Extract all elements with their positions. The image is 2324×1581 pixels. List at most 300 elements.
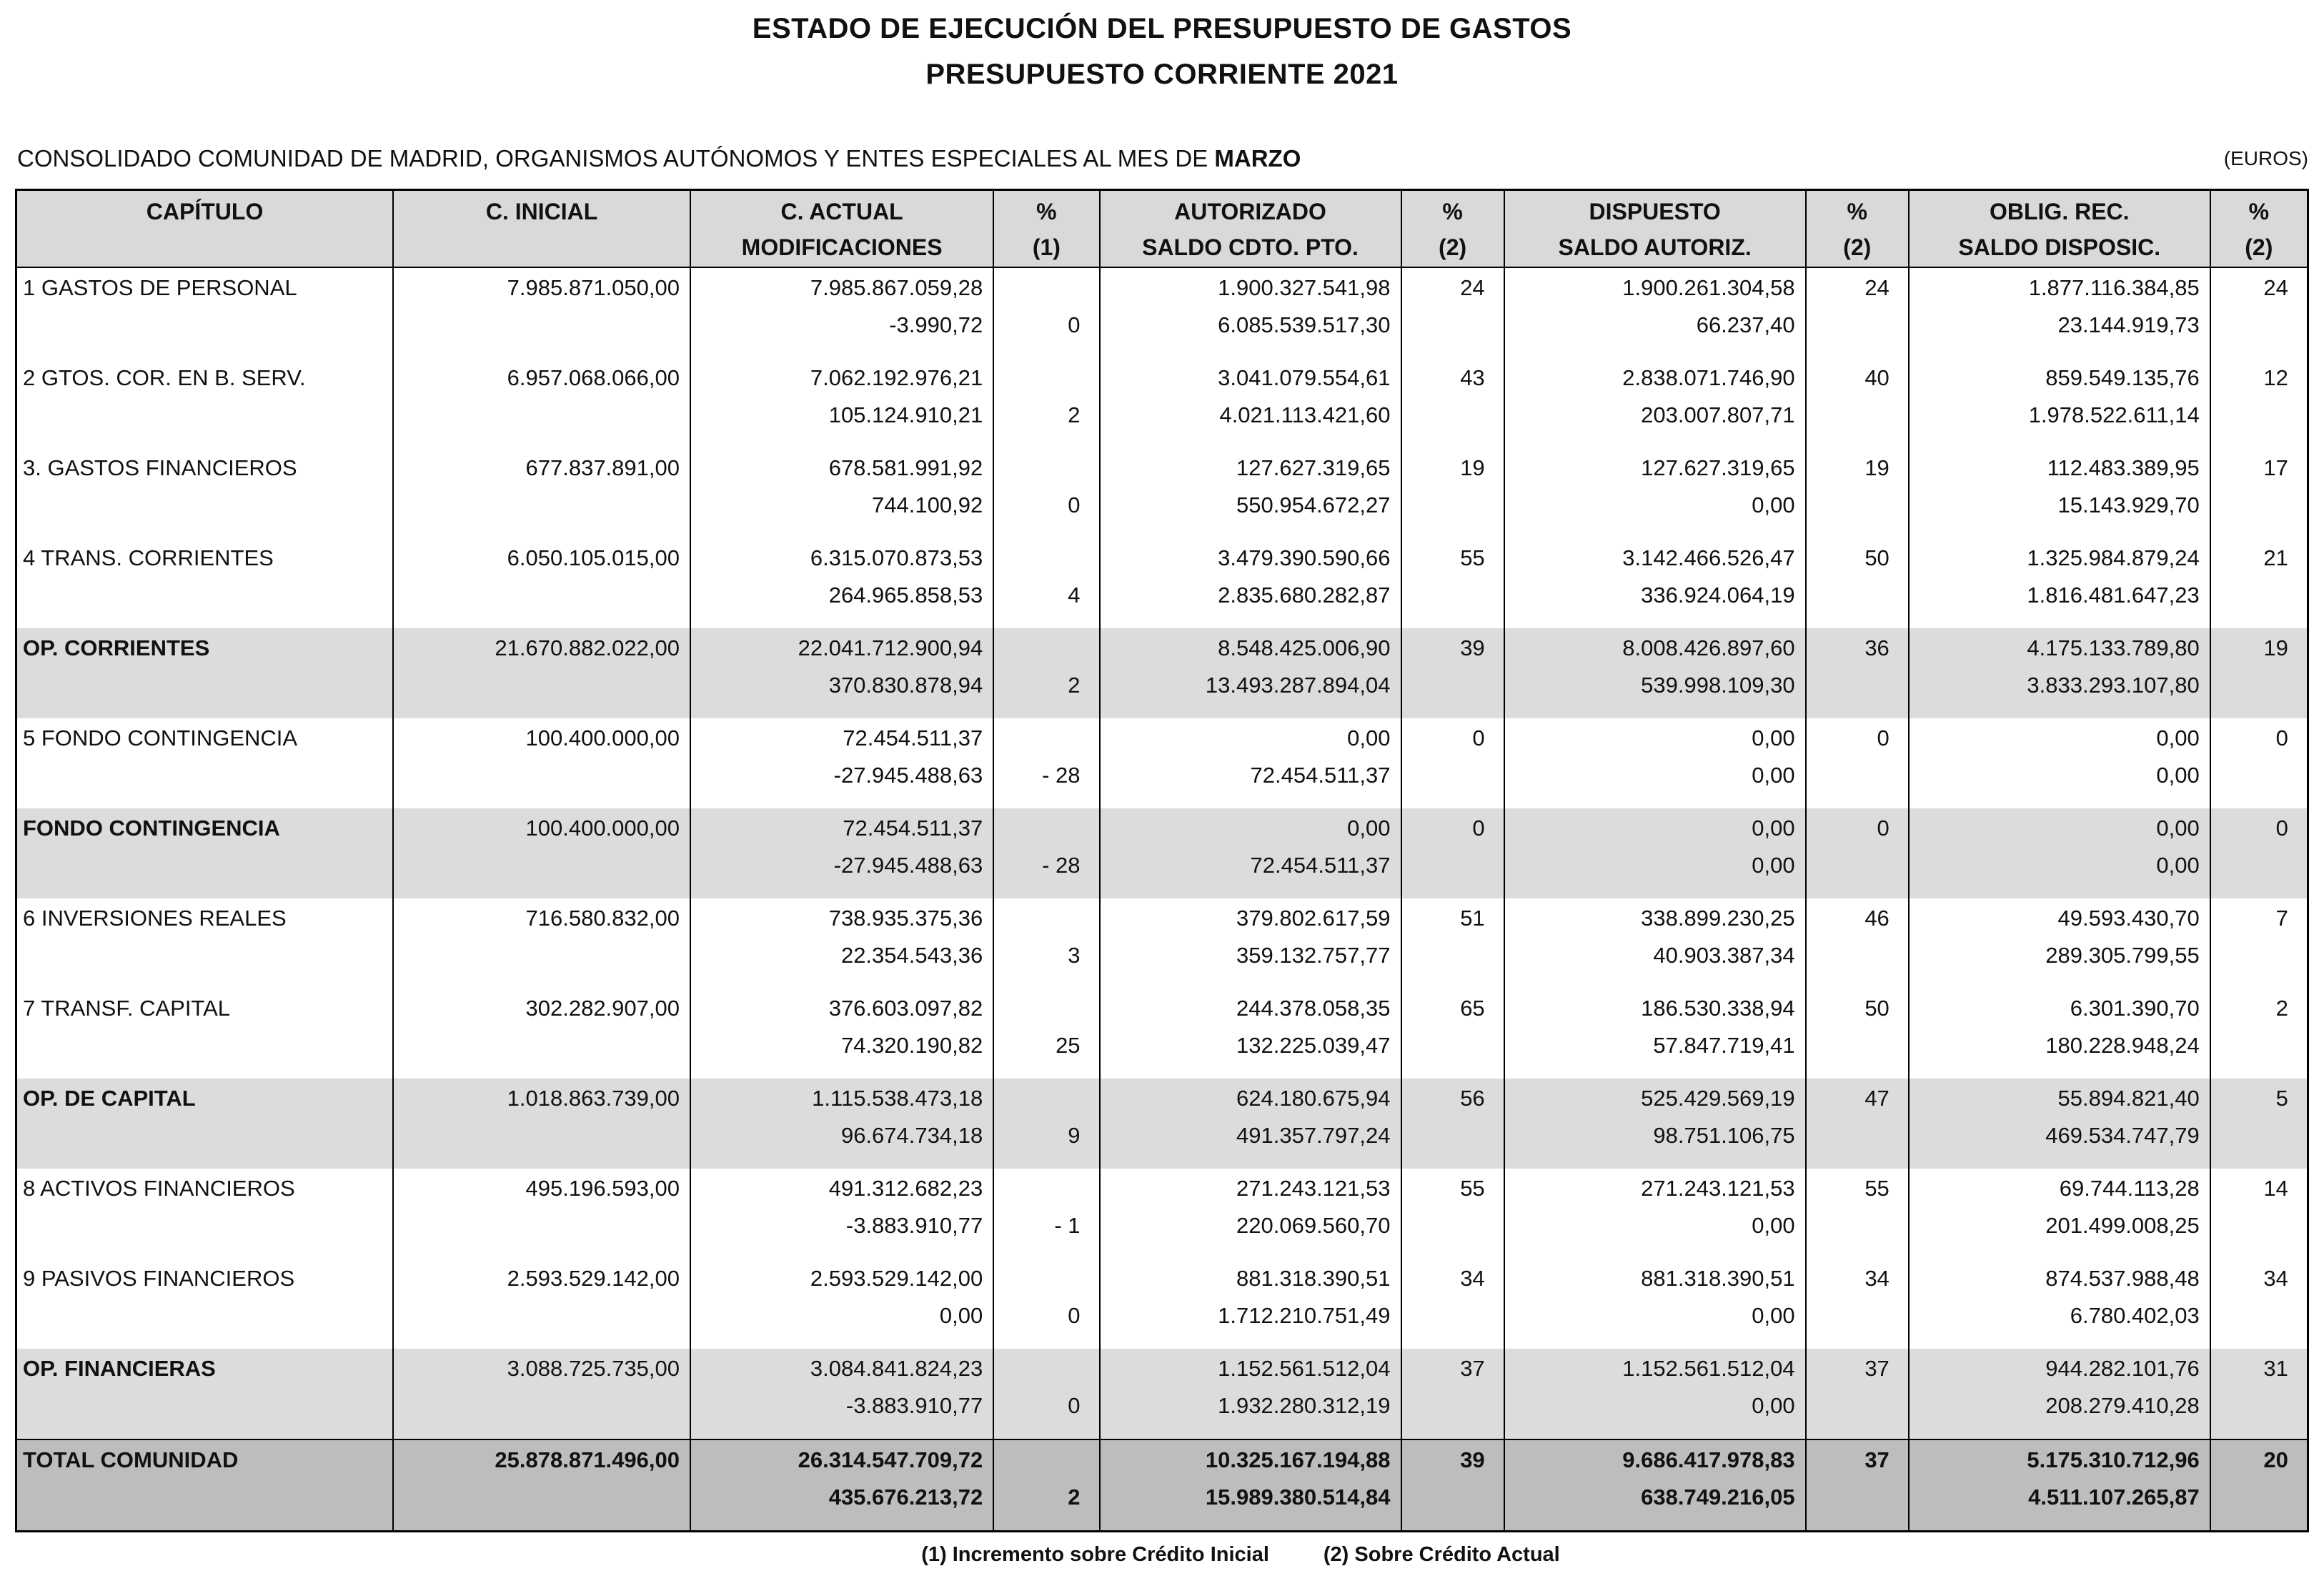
- value-c-inicial: 302.282.907,00: [525, 996, 680, 1021]
- row-label: 1 GASTOS DE PERSONAL: [23, 275, 297, 300]
- value-modificaciones: 744.100,92: [872, 492, 983, 517]
- value-c-inicial: 495.196.593,00: [525, 1176, 680, 1201]
- cell-c-inicial: [392, 718, 690, 808]
- value-pct1-line1: [994, 1350, 1080, 1387]
- value-pct-dispuesto: 40: [1864, 365, 1890, 390]
- value-pct-dispuesto: 55: [1864, 1176, 1890, 1201]
- value-modificaciones: -3.883.910,77: [845, 1393, 983, 1418]
- value-saldo-cdto-pto: 132.225.039,47: [1236, 1033, 1391, 1058]
- value-dispuesto: 1.152.561.512,04: [1622, 1356, 1795, 1381]
- value-saldo-autoriz: 0,00: [1752, 492, 1795, 517]
- cell-pct-autorizado: [1401, 358, 1504, 448]
- cell-c-inicial: [392, 1440, 690, 1530]
- value-saldo-autoriz: 336.924.064,19: [1641, 583, 1795, 608]
- value-c-actual: 376.603.097,82: [828, 996, 983, 1021]
- value-pct-autorizado-line2: [1402, 1479, 1485, 1516]
- cell-pct-1: [993, 538, 1098, 628]
- value-c-actual: 738.935.375,36: [828, 906, 983, 931]
- cell-autorizado: [1099, 988, 1401, 1079]
- footnote-2: (2) Sobre Crédito Actual: [1323, 1543, 1560, 1566]
- value-pct-oblig-line2: [2211, 847, 2288, 884]
- table-row-12: [17, 1259, 2307, 1349]
- value-pct-autorizado-line2: [1402, 397, 1485, 434]
- value-pct-dispuesto: 19: [1864, 455, 1890, 480]
- cell-dispuesto: [1504, 898, 1805, 988]
- cell-pct-autorizado: [1401, 718, 1504, 808]
- cell-capitulo: [17, 448, 392, 538]
- cell-autorizado: [1099, 358, 1401, 448]
- value-autorizado: 10.325.167.194,88: [1205, 1447, 1391, 1472]
- cell-dispuesto: [1504, 718, 1805, 808]
- cell-c-inicial: [392, 1079, 690, 1169]
- row-label-line2: [23, 577, 392, 614]
- table-row-2: [17, 358, 2307, 448]
- value-pct-autorizado: 43: [1460, 365, 1485, 390]
- value-oblig-rec: 874.537.988,48: [2045, 1266, 2200, 1291]
- cell-pct-dispuesto: [1805, 268, 1908, 358]
- value-autorizado: 3.479.390.590,66: [1218, 545, 1391, 570]
- value-pct-autorizado: 19: [1460, 455, 1485, 480]
- value-pct-oblig: 21: [2263, 545, 2288, 570]
- value-dispuesto: 0,00: [1752, 725, 1795, 750]
- value-dispuesto: 3.142.466.526,47: [1622, 545, 1795, 570]
- value-pct-dispuesto: 34: [1864, 1266, 1890, 1291]
- value-saldo-cdto-pto: 2.835.680.282,87: [1218, 583, 1391, 608]
- cell-capitulo: [17, 1169, 392, 1259]
- row-label-line2: [23, 1479, 392, 1516]
- cell-autorizado: [1099, 628, 1401, 718]
- value-saldo-cdto-pto: 72.454.511,37: [1250, 763, 1391, 788]
- value-pct-oblig-line2: [2211, 487, 2288, 524]
- cell-autorizado: [1099, 448, 1401, 538]
- column-header-pct-2-oblig: % (2): [2210, 191, 2307, 267]
- row-label: 8 ACTIVOS FINANCIEROS: [23, 1176, 295, 1201]
- value-oblig-rec: 859.549.135,76: [2045, 365, 2200, 390]
- value-pct1: 25: [1056, 1033, 1081, 1058]
- cell-pct-autorizado: [1401, 1440, 1504, 1530]
- cell-pct-dispuesto: [1805, 1349, 1908, 1439]
- cell-c-inicial: [392, 448, 690, 538]
- row-label: OP. CORRIENTES: [23, 635, 210, 660]
- cell-autorizado: [1099, 898, 1401, 988]
- value-saldo-disposic: 201.499.008,25: [2045, 1213, 2200, 1238]
- value-c-inicial-line2: [394, 397, 680, 434]
- value-pct-dispuesto-line2: [1807, 397, 1890, 434]
- value-pct-oblig-line2: [2211, 307, 2288, 344]
- cell-c-inicial: [392, 538, 690, 628]
- value-c-inicial-line2: [394, 847, 680, 884]
- cell-pct-dispuesto: [1805, 538, 1908, 628]
- cell-c-actual: [690, 538, 993, 628]
- value-modificaciones: 22.354.543,36: [840, 943, 983, 968]
- cell-pct-dispuesto: [1805, 1079, 1908, 1169]
- value-pct-oblig: 24: [2263, 275, 2288, 300]
- cell-c-actual: [690, 448, 993, 538]
- value-saldo-disposic: 4.511.107.265,87: [2028, 1485, 2200, 1510]
- cell-pct-1: [993, 1440, 1098, 1530]
- value-saldo-autoriz: 638.749.216,05: [1641, 1485, 1795, 1510]
- column-header-autorizado: AUTORIZADO SALDO CDTO. PTO.: [1099, 191, 1401, 267]
- value-modificaciones: 74.320.190,82: [840, 1033, 983, 1058]
- value-dispuesto: 8.008.426.897,60: [1622, 635, 1795, 660]
- value-pct-autorizado-line2: [1402, 847, 1485, 884]
- cell-oblig-rec: [1908, 718, 2210, 808]
- cell-pct-autorizado: [1401, 628, 1504, 718]
- value-saldo-disposic: 208.279.410,28: [2045, 1393, 2200, 1418]
- cell-autorizado: [1099, 1349, 1401, 1439]
- cell-pct-oblig: [2210, 988, 2307, 1079]
- cell-pct-1: [993, 1349, 1098, 1439]
- currency-label: (EUROS): [2223, 147, 2308, 169]
- value-c-inicial: 6.957.068.066,00: [507, 365, 680, 390]
- cell-pct-dispuesto: [1805, 718, 1908, 808]
- value-c-actual: 491.312.682,23: [828, 1176, 983, 1201]
- value-pct1: 2: [1068, 673, 1081, 698]
- cell-pct-1: [993, 1259, 1098, 1349]
- row-label-line2: [23, 1297, 392, 1334]
- column-header-c-actual-modificaciones: C. ACTUAL MODIFICACIONES: [690, 191, 993, 267]
- value-oblig-rec: 112.483.389,95: [2047, 455, 2200, 480]
- cell-pct-1: [993, 988, 1098, 1079]
- row-label: 4 TRANS. CORRIENTES: [23, 545, 274, 570]
- value-saldo-disposic: 15.143.929,70: [2057, 492, 2200, 517]
- cell-autorizado: [1099, 808, 1401, 898]
- value-pct-oblig-line2: [2211, 1387, 2288, 1424]
- table-row-4: [17, 538, 2307, 628]
- value-pct1-line1: [994, 720, 1080, 757]
- cell-dispuesto: [1504, 448, 1805, 538]
- value-c-inicial-line2: [394, 1297, 680, 1334]
- value-pct-autorizado: 39: [1460, 635, 1485, 660]
- value-dispuesto: 525.429.569,19: [1641, 1086, 1795, 1111]
- row-label-line2: [23, 757, 392, 794]
- value-c-inicial: 3.088.725.735,00: [507, 1356, 680, 1381]
- cell-dispuesto: [1504, 988, 1805, 1079]
- value-oblig-rec: 0,00: [2156, 816, 2200, 841]
- cell-capitulo: [17, 898, 392, 988]
- cell-dispuesto: [1504, 628, 1805, 718]
- value-saldo-disposic: 6.780.402,03: [2070, 1303, 2200, 1328]
- value-c-inicial-line2: [394, 1117, 680, 1154]
- value-autorizado: 3.041.079.554,61: [1218, 365, 1391, 390]
- cell-autorizado: [1099, 1079, 1401, 1169]
- value-saldo-disposic: 23.144.919,73: [2057, 312, 2200, 337]
- cell-pct-dispuesto: [1805, 808, 1908, 898]
- cell-capitulo: [17, 268, 392, 358]
- cell-oblig-rec: [1908, 628, 2210, 718]
- table-body: [17, 268, 2307, 1530]
- value-pct-dispuesto-line2: [1807, 667, 1890, 704]
- table-row-11: [17, 1169, 2307, 1259]
- value-pct-oblig-line2: [2211, 1027, 2288, 1064]
- cell-pct-oblig: [2210, 1440, 2307, 1530]
- row-label-line2: [23, 487, 392, 524]
- value-pct1-line1: [994, 1080, 1080, 1117]
- value-pct-autorizado: 37: [1460, 1356, 1485, 1381]
- value-oblig-rec: 49.593.430,70: [2057, 906, 2200, 931]
- cell-pct-oblig: [2210, 358, 2307, 448]
- value-dispuesto: 127.627.319,65: [1641, 455, 1795, 480]
- cell-pct-dispuesto: [1805, 1169, 1908, 1259]
- value-pct-oblig: 0: [2275, 816, 2288, 841]
- value-autorizado: 0,00: [1347, 816, 1391, 841]
- value-saldo-disposic: 180.228.948,24: [2045, 1033, 2200, 1058]
- value-dispuesto: 1.900.261.304,58: [1622, 275, 1795, 300]
- value-pct-dispuesto-line2: [1807, 1387, 1890, 1424]
- value-c-inicial-line2: [394, 307, 680, 344]
- value-oblig-rec: 1.325.984.879,24: [2027, 545, 2200, 570]
- cell-oblig-rec: [1908, 358, 2210, 448]
- report-title-year: PRESUPUESTO CORRIENTE 2021: [925, 59, 1399, 90]
- value-pct-oblig: 5: [2275, 1086, 2288, 1111]
- value-pct-dispuesto-line2: [1807, 937, 1890, 974]
- value-c-inicial: 100.400.000,00: [525, 816, 680, 841]
- cell-c-inicial: [392, 268, 690, 358]
- value-pct-dispuesto: 37: [1864, 1356, 1890, 1381]
- cell-c-inicial: [392, 898, 690, 988]
- value-saldo-disposic: 0,00: [2156, 763, 2200, 788]
- value-pct1-line1: [994, 990, 1080, 1027]
- value-pct-dispuesto: 0: [1877, 725, 1890, 750]
- cell-autorizado: [1099, 538, 1401, 628]
- cell-capitulo: [17, 988, 392, 1079]
- value-c-actual: 3.084.841.824,23: [810, 1356, 983, 1381]
- cell-pct-oblig: [2210, 538, 2307, 628]
- cell-pct-autorizado: [1401, 808, 1504, 898]
- value-saldo-cdto-pto: 220.069.560,70: [1236, 1213, 1391, 1238]
- cell-pct-autorizado: [1401, 1349, 1504, 1439]
- column-header-pct-2-autorizado: % (2): [1401, 191, 1504, 267]
- cell-pct-dispuesto: [1805, 628, 1908, 718]
- cell-capitulo: [17, 1259, 392, 1349]
- cell-pct-autorizado: [1401, 1169, 1504, 1259]
- value-autorizado: 881.318.390,51: [1236, 1266, 1391, 1291]
- value-pct-oblig: 17: [2263, 455, 2288, 480]
- value-pct-dispuesto: 0: [1877, 816, 1890, 841]
- value-pct1: 2: [1068, 1485, 1081, 1510]
- value-pct-dispuesto-line2: [1807, 577, 1890, 614]
- value-c-inicial: 7.985.871.050,00: [507, 275, 680, 300]
- cell-pct-1: [993, 898, 1098, 988]
- value-pct1: 2: [1068, 402, 1081, 427]
- value-pct-autorizado-line2: [1402, 1207, 1485, 1244]
- row-label-line2: [23, 397, 392, 434]
- value-pct1-line1: [994, 540, 1080, 577]
- value-pct-oblig-line2: [2211, 577, 2288, 614]
- value-pct-oblig-line2: [2211, 757, 2288, 794]
- row-label-line2: [23, 1027, 392, 1064]
- value-saldo-autoriz: 0,00: [1752, 1213, 1795, 1238]
- value-pct1-line1: [994, 1170, 1080, 1207]
- footnote-1: (1) Incremento sobre Crédito Inicial: [921, 1543, 1269, 1566]
- value-saldo-autoriz: 0,00: [1752, 1393, 1795, 1418]
- cell-pct-autorizado: [1401, 1079, 1504, 1169]
- cell-capitulo: [17, 358, 392, 448]
- scope-text: [17, 144, 1301, 173]
- value-saldo-autoriz: 40.903.387,34: [1653, 943, 1795, 968]
- row-label: 5 FONDO CONTINGENCIA: [23, 725, 298, 750]
- value-saldo-cdto-pto: 13.493.287.894,04: [1205, 673, 1391, 698]
- cell-pct-autorizado: [1401, 898, 1504, 988]
- value-saldo-disposic: 3.833.293.107,80: [2027, 673, 2200, 698]
- value-c-inicial: 25.878.871.496,00: [495, 1447, 680, 1472]
- value-c-inicial: 6.050.105.015,00: [507, 545, 680, 570]
- value-pct-dispuesto-line2: [1807, 757, 1890, 794]
- value-pct-autorizado-line2: [1402, 1027, 1485, 1064]
- cell-c-inicial: [392, 988, 690, 1079]
- value-pct1-line1: [994, 810, 1080, 847]
- row-label: 7 TRANSF. CAPITAL: [23, 996, 230, 1021]
- cell-pct-dispuesto: [1805, 1259, 1908, 1349]
- value-saldo-cdto-pto: 359.132.757,77: [1236, 943, 1391, 968]
- cell-autorizado: [1099, 718, 1401, 808]
- value-pct1-line1: [994, 630, 1080, 667]
- value-pct-autorizado: 0: [1472, 816, 1485, 841]
- cell-oblig-rec: [1908, 898, 2210, 988]
- value-dispuesto: 271.243.121,53: [1641, 1176, 1795, 1201]
- value-pct-dispuesto-line2: [1807, 1027, 1890, 1064]
- value-saldo-cdto-pto: 550.954.672,27: [1236, 492, 1391, 517]
- value-dispuesto: 881.318.390,51: [1641, 1266, 1795, 1291]
- value-pct-dispuesto: 24: [1864, 275, 1890, 300]
- value-pct-autorizado: 56: [1460, 1086, 1485, 1111]
- value-autorizado: 271.243.121,53: [1236, 1176, 1391, 1201]
- value-pct-dispuesto: 36: [1864, 635, 1890, 660]
- value-c-inicial-line2: [394, 1207, 680, 1244]
- value-c-inicial-line2: [394, 667, 680, 704]
- scope-text-main: CONSOLIDADO COMUNIDAD DE MADRID, ORGANISMOS AUTÓNOMOS Y ENTES ESPECIALES AL MES DE: [17, 145, 1215, 172]
- value-pct1: 9: [1068, 1123, 1081, 1148]
- cell-dispuesto: [1504, 1169, 1805, 1259]
- cell-dispuesto: [1504, 1440, 1805, 1530]
- cell-pct-oblig: [2210, 898, 2307, 988]
- column-header-c-inicial: C. INICIAL: [392, 191, 690, 267]
- value-c-inicial-line2: [394, 487, 680, 524]
- value-c-actual: 1.115.538.473,18: [812, 1086, 983, 1111]
- value-pct-autorizado: 39: [1460, 1447, 1485, 1472]
- value-pct1-line1: [994, 269, 1080, 307]
- table-row-6: [17, 718, 2307, 808]
- value-c-actual: 72.454.511,37: [843, 725, 983, 750]
- column-header-dispuesto: DISPUESTO SALDO AUTORIZ.: [1504, 191, 1805, 267]
- value-pct1-line1: [994, 1260, 1080, 1297]
- cell-capitulo: [17, 1349, 392, 1439]
- value-pct-autorizado-line2: [1402, 1297, 1485, 1334]
- cell-c-actual: [690, 1440, 993, 1530]
- row-label: OP. FINANCIERAS: [23, 1356, 216, 1381]
- row-label: FONDO CONTINGENCIA: [23, 816, 280, 841]
- value-dispuesto: 186.530.338,94: [1641, 996, 1795, 1021]
- cell-pct-1: [993, 1169, 1098, 1259]
- value-pct-oblig: 12: [2263, 365, 2288, 390]
- value-oblig-rec: 69.744.113,28: [2059, 1176, 2200, 1201]
- value-dispuesto: 338.899.230,25: [1641, 906, 1795, 931]
- cell-c-inicial: [392, 358, 690, 448]
- value-pct-autorizado-line2: [1402, 1117, 1485, 1154]
- value-c-actual: 26.314.547.709,72: [798, 1447, 983, 1472]
- value-oblig-rec: 944.282.101,76: [2045, 1356, 2200, 1381]
- report-title: ESTADO DE EJECUCIÓN DEL PRESUPUESTO DE GASTOS: [752, 13, 1572, 44]
- column-header-capitulo: CAPÍTULO: [17, 191, 392, 267]
- cell-pct-dispuesto: [1805, 988, 1908, 1079]
- value-pct-autorizado: 55: [1460, 1176, 1485, 1201]
- value-c-actual: 72.454.511,37: [843, 816, 983, 841]
- value-pct-autorizado-line2: [1402, 667, 1485, 704]
- cell-pct-1: [993, 268, 1098, 358]
- value-pct-dispuesto-line2: [1807, 307, 1890, 344]
- row-label: 3. GASTOS FINANCIEROS: [23, 455, 297, 480]
- cell-capitulo: [17, 1079, 392, 1169]
- cell-dispuesto: [1504, 808, 1805, 898]
- row-label-line2: [23, 307, 392, 344]
- value-saldo-autoriz: 0,00: [1752, 853, 1795, 878]
- value-pct1: - 28: [1042, 763, 1081, 788]
- cell-pct-oblig: [2210, 1349, 2307, 1439]
- row-label: 9 PASIVOS FINANCIEROS: [23, 1266, 295, 1291]
- cell-pct-oblig: [2210, 268, 2307, 358]
- cell-oblig-rec: [1908, 538, 2210, 628]
- value-oblig-rec: 55.894.821,40: [2057, 1086, 2200, 1111]
- value-pct-oblig-line2: [2211, 1297, 2288, 1334]
- value-modificaciones: -27.945.488,63: [833, 763, 983, 788]
- table-row-14: [17, 1439, 2307, 1530]
- value-pct-autorizado-line2: [1402, 757, 1485, 794]
- value-pct-oblig: 20: [2263, 1447, 2288, 1472]
- cell-oblig-rec: [1908, 1259, 2210, 1349]
- table-row-10: [17, 1079, 2307, 1169]
- value-pct-oblig: 2: [2275, 996, 2288, 1021]
- value-pct1: 0: [1068, 312, 1081, 337]
- value-pct-oblig-line2: [2211, 667, 2288, 704]
- value-c-inicial: 2.593.529.142,00: [507, 1266, 680, 1291]
- value-modificaciones: -3.883.910,77: [845, 1213, 983, 1238]
- value-pct-dispuesto-line2: [1807, 847, 1890, 884]
- value-saldo-cdto-pto: 15.989.380.514,84: [1205, 1485, 1391, 1510]
- report-header: [0, 0, 2324, 91]
- cell-c-actual: [690, 1349, 993, 1439]
- value-saldo-cdto-pto: 1.712.210.751,49: [1218, 1303, 1391, 1328]
- value-pct-dispuesto: 37: [1864, 1447, 1890, 1472]
- cell-pct-oblig: [2210, 1169, 2307, 1259]
- table-row-8: [17, 898, 2307, 988]
- cell-oblig-rec: [1908, 1440, 2210, 1530]
- cell-autorizado: [1099, 268, 1401, 358]
- value-autorizado: 0,00: [1347, 725, 1391, 750]
- cell-autorizado: [1099, 1169, 1401, 1259]
- value-pct-oblig-line2: [2211, 1207, 2288, 1244]
- value-saldo-autoriz: 539.998.109,30: [1641, 673, 1795, 698]
- cell-capitulo: [17, 538, 392, 628]
- value-saldo-disposic: 1.978.522.611,14: [2028, 402, 2200, 427]
- value-pct1: 3: [1068, 943, 1081, 968]
- value-pct1: 0: [1068, 1303, 1081, 1328]
- value-c-inicial: 1.018.863.739,00: [507, 1086, 680, 1111]
- value-dispuesto: 9.686.417.978,83: [1622, 1447, 1795, 1472]
- row-label-line2: [23, 1117, 392, 1154]
- value-modificaciones: -27.945.488,63: [833, 853, 983, 878]
- row-label-line2: [23, 937, 392, 974]
- column-header-oblig-rec: OBLIG. REC. SALDO DISPOSIC.: [1908, 191, 2210, 267]
- value-pct-oblig: 31: [2263, 1356, 2288, 1381]
- row-label: TOTAL COMUNIDAD: [23, 1447, 239, 1472]
- value-pct1-line1: [994, 450, 1080, 487]
- cell-pct-1: [993, 448, 1098, 538]
- value-oblig-rec: 4.175.133.789,80: [2027, 635, 2200, 660]
- cell-pct-1: [993, 358, 1098, 448]
- value-dispuesto: 0,00: [1752, 816, 1795, 841]
- value-c-actual: 6.315.070.873,53: [810, 545, 983, 570]
- value-pct1: 0: [1068, 1393, 1081, 1418]
